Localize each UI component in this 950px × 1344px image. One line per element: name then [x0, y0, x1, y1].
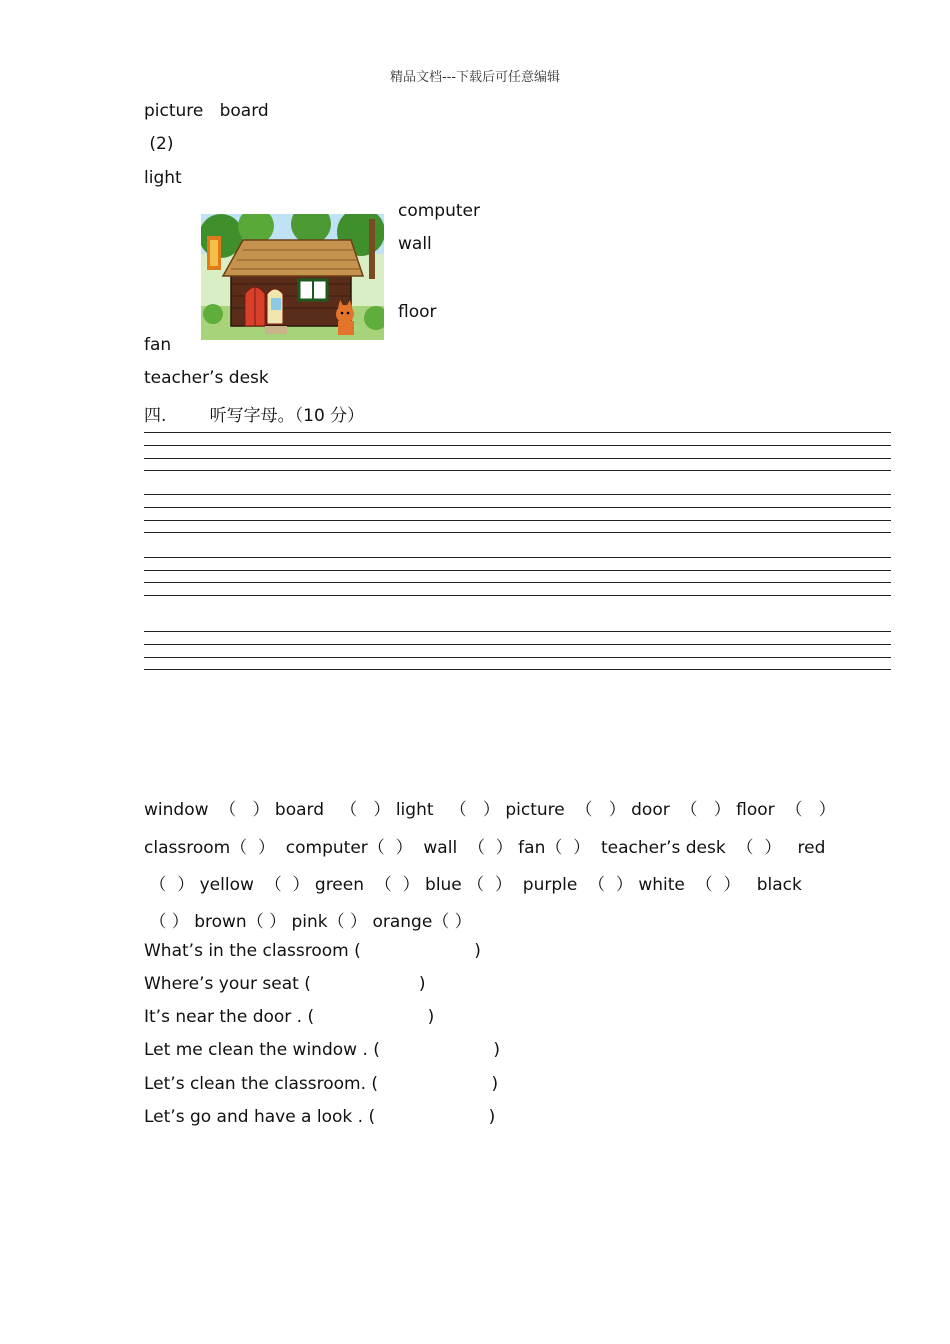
sentence-row: Let’s clean the classroom. ( )	[144, 1074, 499, 1094]
writing-line	[144, 470, 891, 471]
sentence-row: What’s in the classroom ( )	[144, 941, 481, 961]
writing-line	[144, 445, 891, 446]
writing-line	[144, 532, 891, 533]
vocab-light: light	[144, 168, 182, 188]
house-picture	[201, 214, 384, 340]
word-row: classroom（ ） computer（ ） wall （ ） fan（ ） teacher’s desk （ ） red	[144, 838, 826, 858]
writing-line	[144, 582, 891, 583]
writing-line	[144, 557, 891, 558]
writing-line	[144, 570, 891, 571]
page-header: 精品文档---下载后可任意编辑	[389, 70, 561, 85]
writing-line	[144, 657, 891, 658]
vocab-teachers-desk: teacher’s desk	[144, 368, 269, 388]
word-row: （ ） yellow （ ） green （ ） blue （ ） purple （ ） white （ ） black	[144, 875, 802, 895]
vocab-wall: wall	[398, 234, 432, 254]
writing-line	[144, 644, 891, 645]
word-row: window （ ） board （ ） light （ ） picture （ ） door （ ） floor （ ）	[144, 800, 836, 820]
word-row: （ ） brown（ ） pink（ ） orange（ ）	[144, 912, 472, 932]
sentence-row: Let’s go and have a look . ( )	[144, 1107, 496, 1127]
sentence-row: Where’s your seat ( )	[144, 974, 426, 994]
writing-line	[144, 494, 891, 495]
vocab-fan: fan	[144, 335, 172, 355]
writing-line	[144, 631, 891, 632]
writing-line	[144, 507, 891, 508]
writing-line	[144, 458, 891, 459]
section-4-title: 四. 听写字母。（10 分）	[144, 406, 365, 426]
writing-line	[144, 669, 891, 670]
vocab-picture-board: picture board	[144, 101, 269, 121]
vocab-computer: computer	[398, 201, 480, 221]
item-number: (2)	[144, 134, 174, 154]
sentence-row: It’s near the door . ( )	[144, 1007, 435, 1027]
writing-line	[144, 432, 891, 433]
vocab-floor: floor	[398, 302, 437, 322]
sentence-row: Let me clean the window . ( )	[144, 1040, 501, 1060]
writing-line	[144, 595, 891, 596]
writing-line	[144, 520, 891, 521]
